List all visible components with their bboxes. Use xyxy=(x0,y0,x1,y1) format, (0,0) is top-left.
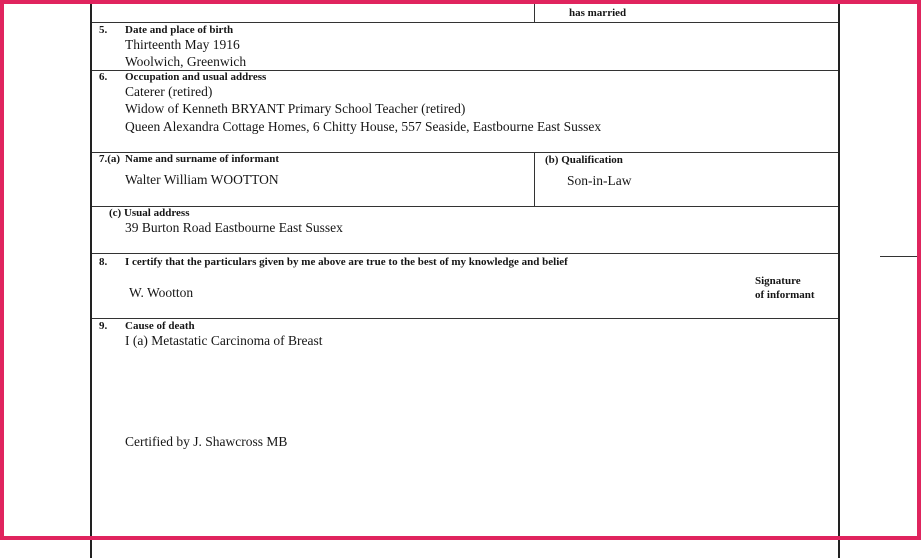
signature-label-line1: Signature xyxy=(755,275,801,287)
occupation-line: Widow of Kenneth BRYANT Primary School Teacher (retired) xyxy=(125,101,466,116)
signature-label-line2: of informant xyxy=(755,289,815,301)
informant-signature: W. Wootton xyxy=(129,285,194,300)
birth-date: Thirteenth May 1916 xyxy=(125,37,240,52)
section-5-label: Date and place of birth xyxy=(125,24,234,36)
usual-address-value: 39 Burton Road Eastbourne East Sussex xyxy=(125,220,343,235)
section-6-number: 6. xyxy=(99,71,108,83)
address-line: Queen Alexandra Cottage Homes, 6 Chitty House, 557 Seaside, Eastbourne East Sussex xyxy=(125,119,602,134)
section-7-number: 7.(a) xyxy=(99,153,121,165)
section-9-number: 9. xyxy=(99,320,108,332)
rule-after-7ab xyxy=(92,206,838,207)
section-8-number: 8. xyxy=(99,256,108,268)
certified-by: Certified by J. Shawcross MB xyxy=(125,434,288,449)
usual-address-label: (c) Usual address xyxy=(109,207,190,219)
cause-of-death-value: I (a) Metastatic Carcinoma of Breast xyxy=(125,333,323,348)
rule-after-7c-ext xyxy=(880,256,918,257)
qualification-value: Son-in-Law xyxy=(567,173,632,188)
certification-statement: I certify that the particulars given by me above are true to the best of my knowledge and belief xyxy=(125,256,568,268)
rule-after-8 xyxy=(92,318,838,319)
divider-7-qualification xyxy=(534,152,535,206)
section-5-number: 5. xyxy=(99,24,108,36)
informant-name-label: Name and surname of informant xyxy=(125,153,279,165)
birth-place: Woolwich, Greenwich xyxy=(125,54,247,69)
informant-name: Walter William WOOTTON xyxy=(125,172,279,187)
qualification-label: (b) Qualification xyxy=(545,154,623,166)
divider-top-fragment xyxy=(534,0,535,22)
cause-of-death-label: Cause of death xyxy=(125,320,195,332)
occupation-line: Caterer (retired) xyxy=(125,84,213,99)
rule-after-7c xyxy=(92,253,838,254)
section-6-label: Occupation and usual address xyxy=(125,71,267,83)
rule-top-fragment xyxy=(92,22,838,23)
has-married-label: has married xyxy=(569,7,627,19)
